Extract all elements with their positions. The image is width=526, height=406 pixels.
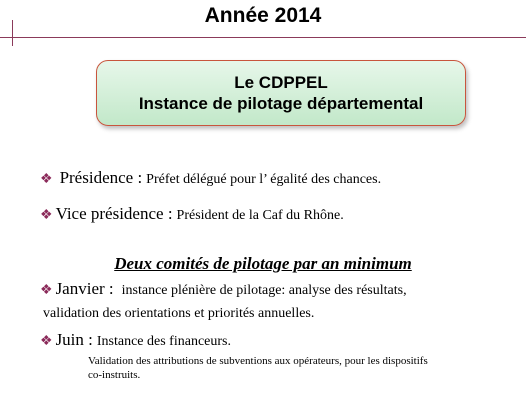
- vice-presidence-value: Président de la Caf du Rhône.: [176, 208, 344, 223]
- cdppel-box: [96, 60, 466, 126]
- box-line-2: Instance de pilotage départemental: [138, 94, 424, 113]
- juin-line: [40, 330, 231, 350]
- juin-text-1: Instance des financeurs.: [96, 334, 231, 349]
- presidence-label: Présidence :: [59, 168, 143, 187]
- juin-label: Juin :: [55, 330, 93, 349]
- box-line-1: Le CDPPEL: [234, 73, 328, 92]
- juin-detail-1: Validation des attributions de subventions aux opérateurs, pour les dispositifs: [88, 355, 428, 367]
- bullet-icon: ❖: [40, 283, 53, 298]
- vice-presidence-line: [40, 204, 344, 224]
- juin-detail-2: co-instruits.: [88, 369, 141, 381]
- bullet-icon: ❖: [40, 208, 53, 223]
- janvier-label: Janvier :: [55, 279, 114, 298]
- presidence-value: Préfet délégué pour l’ égalité des chances.: [146, 172, 382, 187]
- section-heading: Deux comités de pilotage par an minimum: [114, 254, 412, 273]
- presidence-line: [40, 168, 381, 188]
- page-title: Année 2014: [204, 4, 322, 27]
- janvier-line: [40, 279, 407, 299]
- title-rule: [0, 37, 526, 38]
- title-rule-tick: [12, 20, 13, 46]
- vice-presidence-label: Vice présidence :: [55, 204, 173, 223]
- bullet-icon: ❖: [40, 334, 53, 349]
- janvier-text-1: instance plénière de pilotage: analyse des résultats,: [121, 283, 407, 298]
- janvier-text-2: validation des orientations et priorités annuelles.: [43, 306, 315, 321]
- bullet-icon: ❖: [40, 172, 53, 187]
